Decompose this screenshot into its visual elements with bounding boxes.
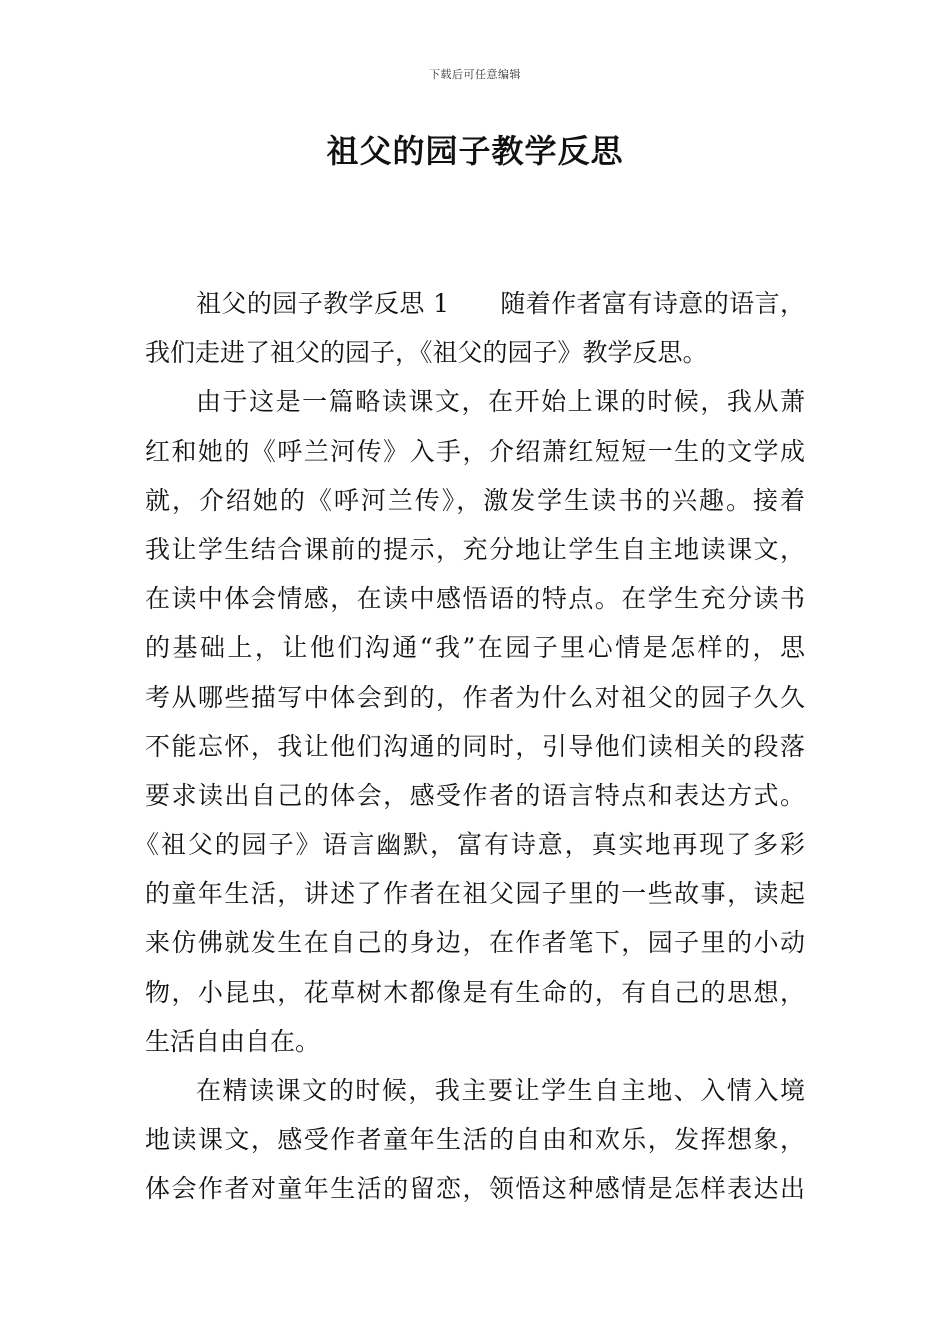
document-title: 祖父的园子教学反思	[326, 132, 624, 170]
text-line: 在精读课文的时候，我主要让学生自主地、入情入境	[196, 1076, 805, 1105]
text-line: 的基础上，让他们沟通“我”在园子里心情是怎样的，思	[145, 633, 805, 663]
text-line: 就，介绍她的《呼河兰传》，激发学生读书的兴趣。接着	[145, 485, 805, 515]
text-line: 考从哪些描写中体会到的，作者为什么对祖父的园子久久	[145, 682, 805, 712]
header-note: 下载后可任意编辑	[429, 68, 521, 81]
text-line: 地读课文，感受作者童年生活的自由和欢乐，发挥想象，	[145, 1125, 805, 1155]
text-line: 物，小昆虫，花草树木都像是有生命的，有自己的思想，	[145, 977, 805, 1007]
text-line: 我让学生结合课前的提示，充分地让学生自主地读课文，	[145, 534, 805, 564]
text-line: 祖父的园子教学反思 1 随着作者富有诗意的语言，	[196, 289, 805, 318]
text-line: 生活自由自在。	[145, 1026, 321, 1056]
text-line: 我们走进了祖父的园子，《祖父的园子》教学反思。	[145, 338, 708, 368]
text-line: 《祖父的园子》语言幽默，富有诗意，真实地再现了多彩	[134, 830, 805, 860]
text-line: 来仿佛就发生在自己的身边，在作者笔下，园子里的小动	[145, 928, 805, 958]
text-line: 由于这是一篇略读课文，在开始上课的时候，我从萧	[196, 387, 805, 417]
text-line: 在读中体会情感，在读中感悟语的特点。在学生充分读书	[145, 584, 805, 614]
text-line: 体会作者对童年生活的留恋，领悟这种感情是怎样表达出	[145, 1174, 805, 1204]
text-line: 不能忘怀，我让他们沟通的同时，引导他们读相关的段落	[145, 731, 805, 761]
text-line: 要求读出自己的体会，感受作者的语言特点和表达方式。	[145, 780, 805, 810]
document-body	[134, 279, 805, 1214]
text-line: 红和她的《呼兰河传》入手，介绍萧红短短一生的文学成	[145, 436, 805, 466]
text-line: 的童年生活，讲述了作者在祖父园子里的一些故事，读起	[145, 879, 805, 909]
